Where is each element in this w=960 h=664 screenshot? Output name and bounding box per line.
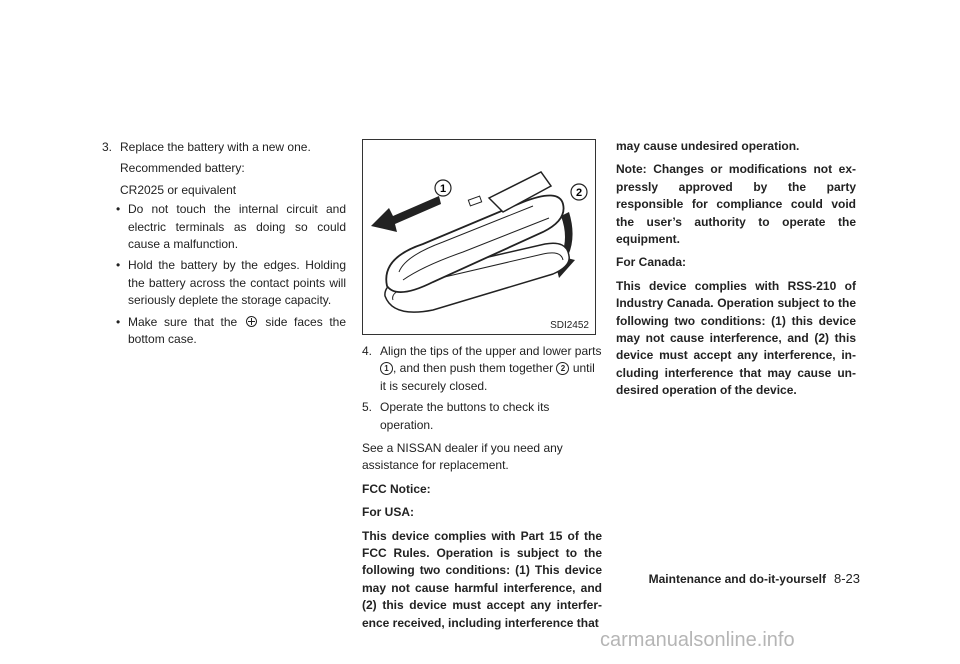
dealer-assistance: See a NISSAN dealer if you need any assistance for replacement.	[362, 441, 563, 473]
step-4-text-a: Align the tips of the upper and lower parts	[380, 344, 602, 358]
step-3	[102, 139, 346, 156]
step-3-text: Replace the battery with a new one.	[120, 140, 311, 154]
plus-terminal-icon	[246, 316, 257, 327]
callout-2-icon: 2	[556, 362, 569, 375]
step-4-text-b: , and then push them together	[393, 361, 554, 376]
usa-heading: For USA:	[362, 505, 414, 520]
battery-model: CR2025 or equivalent	[120, 182, 237, 197]
column-right	[616, 138, 856, 406]
usa-compliance-text: This device complies with Part 15 of the FCC Rules. Operation is subject to the following two conditions: (1) This device may not cause harmful interference, and (2) this device must accept any interfer-ence received, including interference that	[362, 528, 602, 630]
callout-2-label: 2	[575, 187, 583, 199]
step-4	[362, 343, 602, 395]
bullet-plus-side-post: side faces the bottom case.	[128, 314, 347, 347]
bullet-plus-side-pre: Make sure that the	[128, 314, 238, 329]
canada-heading: For Canada:	[616, 255, 687, 270]
bullet-hold-edges: • Hold the battery by the edges. Holding the battery across the contact points will seriously deplete the storage capacity.	[102, 257, 346, 309]
key-fob-illustration	[362, 139, 596, 335]
canada-compliance-text: This device complies with RSS-210 of Industry Canada. Operation subject to the following two conditions: (1) this device may not cause interference, and (2) this device must accept any interference, in-cluding interference that may cause un-desired operation of the device.	[616, 278, 856, 398]
step-3-number: 3.	[102, 140, 113, 154]
step-4-number: 4.	[362, 344, 373, 358]
bullet-plus-side	[102, 314, 346, 349]
watermark: carmanualsonline.info	[600, 629, 795, 651]
column-middle	[362, 343, 602, 638]
callout-1-icon: 1	[380, 362, 393, 375]
modification-note: Note: Changes or modifications not ex-pressly approved by the party responsible for compliance could void the user’s authority to operate the equipment.	[616, 162, 856, 247]
key-fob-drawing	[363, 140, 595, 334]
usa-compliance-continued: may cause undesired operation.	[616, 139, 800, 153]
bullet-no-touch: • Do not touch the internal circuit and electric terminals as doing so could cause a malfunction.	[102, 201, 346, 253]
page-footer	[620, 571, 860, 586]
step-5	[362, 399, 602, 434]
step-5-number: 5.	[362, 400, 373, 415]
page-number: 8-23	[833, 571, 860, 586]
fcc-notice-heading: FCC Notice:	[362, 481, 431, 496]
step-4-text-c: until it is securely closed.	[380, 361, 595, 393]
section-title: Maintenance and do-it-yourself	[648, 572, 826, 586]
recommended-battery-label: Recommended battery:	[120, 161, 245, 176]
figure-code: SDI2452	[550, 320, 589, 331]
callout-1-label: 1	[439, 183, 447, 195]
column-left	[102, 139, 346, 352]
arrow-left-icon	[371, 196, 441, 232]
step-5-text: Operate the buttons to check its operation.	[380, 400, 550, 432]
